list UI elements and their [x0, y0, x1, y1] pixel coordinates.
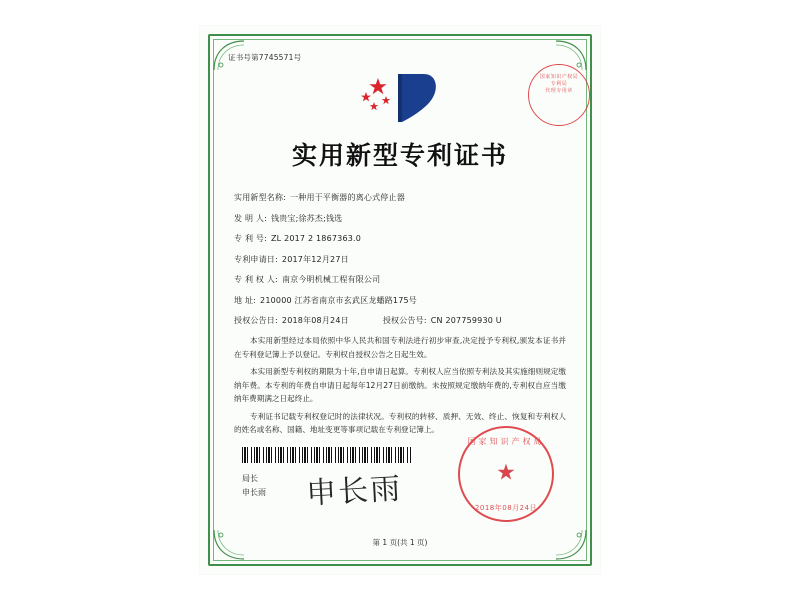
seal-top-text: 国家知识产权局 — [467, 437, 545, 446]
field-label: 发 明 人: — [234, 213, 267, 223]
field-value: 钱贵宝;徐苏杰;钱选 — [270, 213, 343, 223]
field-row — [234, 213, 566, 224]
barcode — [242, 447, 412, 463]
certificate-content — [228, 52, 579, 550]
patent-fields — [234, 192, 566, 336]
seal-date-text: 2018年08月24日 — [474, 504, 538, 512]
seal-line: 专利局 — [550, 81, 568, 87]
field-value: 2017年12月27日 — [281, 254, 349, 264]
issuing-office-seal — [528, 64, 590, 126]
seal-line: 代理专用章 — [545, 88, 573, 94]
page-title: 实用新型专利证书 — [291, 141, 508, 170]
field-value: 南京今明机械工程有限公司 — [281, 275, 381, 284]
star-icon: ★ — [496, 460, 516, 486]
field-row — [234, 274, 566, 285]
grant-date-value: 2018年08月24日 — [281, 316, 349, 325]
cnipa-logo — [228, 70, 572, 126]
grant-number-value: CN 207759930 U — [430, 316, 502, 325]
field-value: 210000 江苏省南京市玄武区龙蟠路175号 — [260, 295, 417, 305]
field-value: ZL 2017 2 1867363.0 — [270, 234, 362, 243]
grant-date-label: 授权公告日: — [234, 316, 278, 325]
national-ipa-official-seal — [458, 426, 554, 522]
field-label: 专 利 号: — [234, 234, 267, 243]
certificate-body-text — [234, 334, 566, 441]
cnipa-logo-icon — [354, 70, 446, 126]
field-row — [234, 192, 566, 203]
director-signature-block — [242, 472, 266, 500]
field-row — [234, 254, 566, 265]
field-label: 专 利 权 人: — [234, 275, 278, 284]
field-label: 地 址: — [234, 295, 257, 305]
body-paragraph: 本实用新型专利权的期限为十年,自申请日起算。专利权人应当依照专利法及其实施细则规定缴纳年费。本专利的年费自申请日起每年12月27日前缴纳。未按照规定缴纳年费的,专利权自应当缴纳年费期满之日起终止。 — [234, 367, 566, 403]
field-label: 专利申请日: — [234, 254, 278, 264]
field-value: 一种用于平衡器的离心式停止器 — [290, 193, 405, 202]
grant-number-label: 授权公告号: — [382, 316, 427, 325]
seal-line: 国家知识产权局 — [539, 74, 579, 80]
body-paragraph: 本实用新型经过本局依照中华人民共和国专利法进行初步审查,决定授予专利权,颁发本证书并在专利登记簿上予以登记。专利权自授权公告之日起生效。 — [234, 336, 566, 359]
field-row — [234, 233, 566, 244]
body-paragraph: 专利证书记载专利权登记时的法律状况。专利权的转移、质押、无效、终止、恢复和专利权人的姓名或名称、国籍、地址变更等事项记载在专利登记簿上。 — [234, 411, 566, 434]
field-row — [234, 295, 566, 306]
handwritten-signature: 申长雨 — [305, 471, 404, 512]
page-footer: 第 1 页(共 1 页) — [372, 538, 428, 547]
field-label: 实用新型名称: — [234, 193, 287, 202]
patent-certificate-sheet — [200, 26, 600, 574]
director-name: 申长雨 — [242, 488, 266, 497]
grant-row — [234, 315, 566, 326]
director-title: 局长 — [242, 474, 258, 483]
certificate-number: 证书号第7745571号 — [228, 53, 302, 62]
